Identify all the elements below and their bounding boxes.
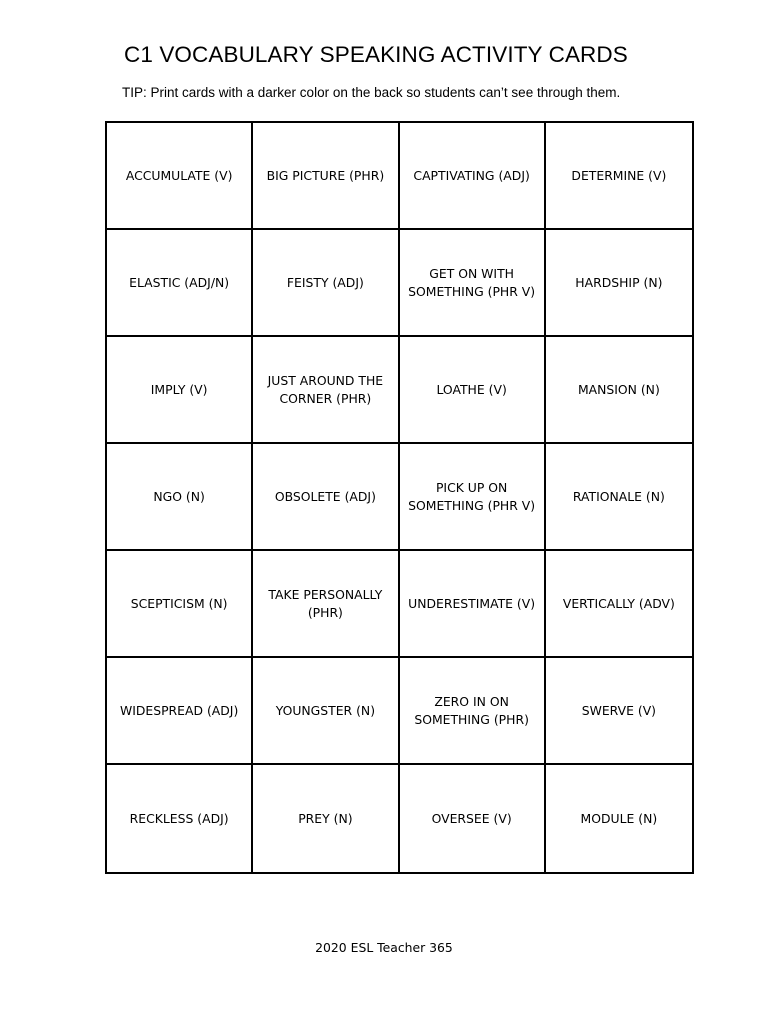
vocab-card — [253, 658, 399, 765]
vocab-card — [400, 658, 546, 765]
vocab-card — [253, 444, 399, 551]
vocab-card-text: VERTICALLY (ADV) — [562, 595, 675, 611]
vocab-card-text: FEISTY (ADJ) — [286, 274, 364, 290]
vocab-card-text: LOATHE (V) — [436, 381, 507, 397]
vocab-card-text: OBSOLETE (ADJ) — [274, 488, 376, 504]
vocab-card — [253, 551, 399, 658]
vocab-card-text: BIG PICTURE (PHR) — [266, 167, 385, 183]
vocab-card-text: WIDESPREAD (ADJ) — [119, 702, 239, 718]
vocab-card-text: MODULE (N) — [580, 810, 658, 826]
vocab-card — [253, 765, 399, 872]
vocab-card — [546, 765, 692, 872]
vocab-card-text: SWERVE (V) — [581, 702, 656, 718]
page-title: C1 VOCABULARY SPEAKING ACTIVITY CARDS — [124, 42, 628, 67]
vocab-card-text: CAPTIVATING (ADJ) — [413, 167, 530, 183]
vocab-card — [546, 551, 692, 658]
vocab-card — [400, 551, 546, 658]
vocab-card — [107, 765, 253, 872]
vocab-card-text: PICK UP ON SOMETHING (PHR V) — [408, 479, 536, 513]
vocab-card — [400, 765, 546, 872]
vocab-card — [400, 230, 546, 337]
vocab-card — [107, 551, 253, 658]
vocab-card — [253, 230, 399, 337]
vocab-card-text: NGO (N) — [153, 488, 205, 504]
vocab-card — [546, 337, 692, 444]
vocab-card — [400, 444, 546, 551]
vocab-card-text: DETERMINE (V) — [571, 167, 667, 183]
vocabulary-card-grid — [105, 121, 694, 874]
vocab-card-text: ACCUMULATE (V) — [125, 167, 233, 183]
vocab-card-text: RATIONALE (N) — [572, 488, 665, 504]
print-tip: TIP: Print cards with a darker color on the back so students can’t see through them. — [122, 85, 621, 100]
vocab-card — [253, 337, 399, 444]
vocab-card — [107, 123, 253, 230]
vocab-card — [253, 123, 399, 230]
vocab-card-text: YOUNGSTER (N) — [275, 702, 376, 718]
vocab-card-text: OVERSEE (V) — [431, 810, 512, 826]
vocab-card-text: SCEPTICISM (N) — [130, 595, 228, 611]
vocab-card — [546, 444, 692, 551]
vocab-card-text: ELASTIC (ADJ/N) — [129, 274, 230, 290]
vocab-card-text: RECKLESS (ADJ) — [129, 810, 229, 826]
copyright-footer: 2020 ESL Teacher 365 — [315, 940, 453, 955]
vocab-card-text: TAKE PERSONALLY (PHR) — [268, 586, 383, 620]
vocab-card-text: MANSION (N) — [577, 381, 660, 397]
vocab-card — [107, 230, 253, 337]
vocab-card — [546, 123, 692, 230]
vocab-card — [107, 658, 253, 765]
vocab-card-text: PREY (N) — [298, 810, 353, 826]
vocab-card — [107, 337, 253, 444]
vocab-card-text: ZERO IN ON SOMETHING (PHR) — [414, 693, 529, 727]
vocab-card — [546, 230, 692, 337]
vocab-card-text: HARDSHIP (N) — [575, 274, 663, 290]
vocab-card-text: JUST AROUND THE CORNER (PHR) — [267, 372, 384, 406]
vocab-card-text: UNDERESTIMATE (V) — [408, 595, 536, 611]
vocab-card-text: GET ON WITH SOMETHING (PHR V) — [408, 265, 536, 299]
vocab-card-text: IMPLY (V) — [150, 381, 208, 397]
vocab-card — [400, 123, 546, 230]
vocab-card — [546, 658, 692, 765]
vocab-card — [400, 337, 546, 444]
vocab-card — [107, 444, 253, 551]
